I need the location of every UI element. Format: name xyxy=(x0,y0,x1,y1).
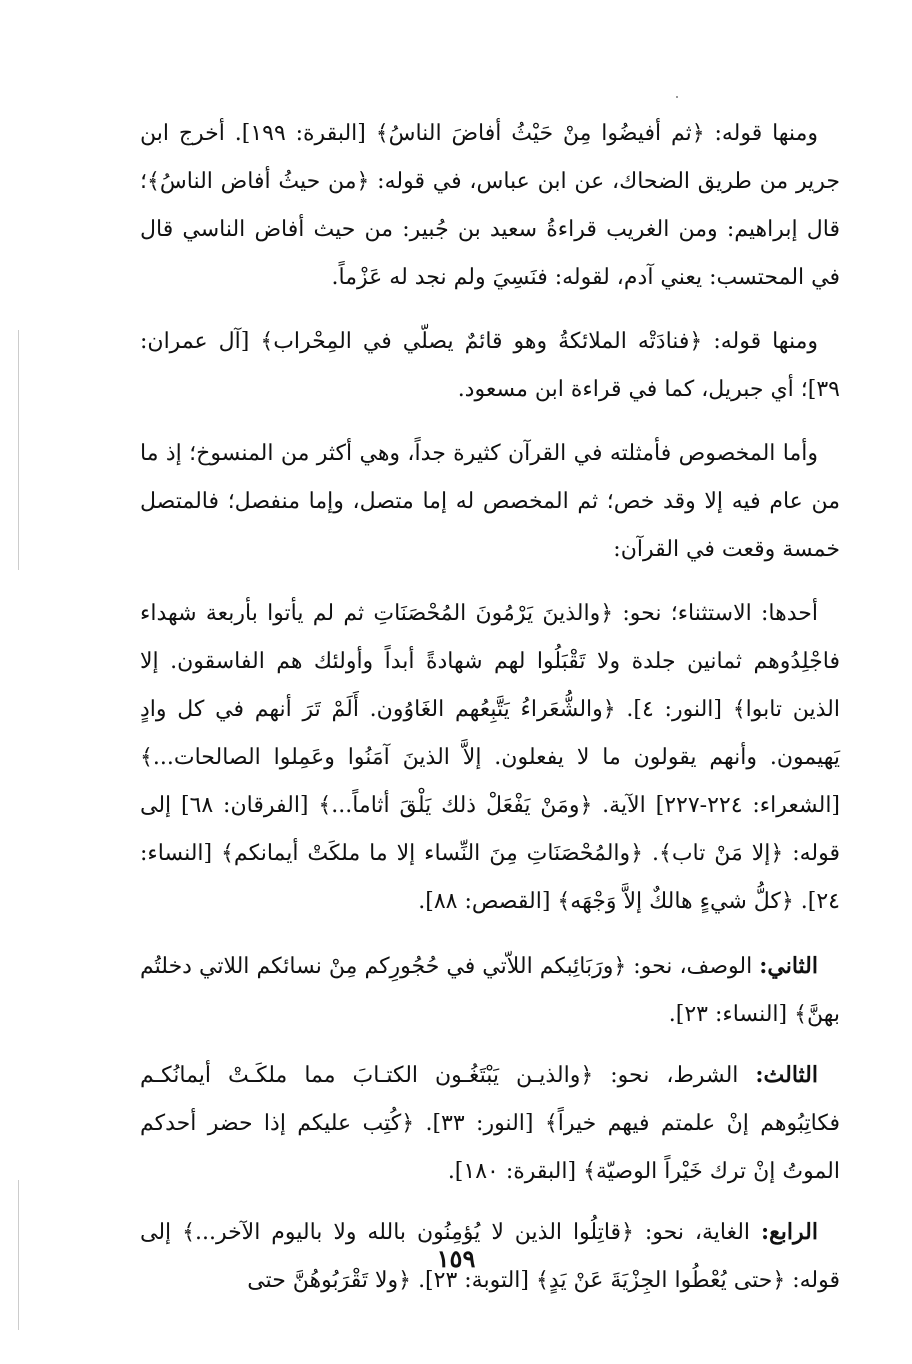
item-text-second: الوصف، نحو: ﴿ورَبَائِبكم اللاّتي في حُجُورِكم مِنْ نسائكم اللاتي دخلتُم بهنَّ﴾ [النساء: ٢٣]. xyxy=(140,954,840,1027)
item-text-fourth: الغاية، نحو: ﴿قاتِلُوا الذين لا يُؤمِنُون بالله ولا باليوم الآخر...﴾ إلى قوله: ﴿حتى يُعْطُوا الجِزْيَةَ عَنْ يَدٍ﴾ [التوبة: ٢٣]. ﴿ولا تَقْرَبُوهُنَّ حتى xyxy=(140,1220,840,1293)
item-lead-second: الثاني: xyxy=(759,953,818,979)
body-text xyxy=(140,110,840,1317)
item-text-third: الشرط، نحو: ﴿والذيـن يَبْتَغُـون الكتـابَ مما ملكَـتْ أيمانُكـم فكاتِبُوهم إنْ علمتم فيهم خيراً﴾ [النور: ٣٣]. ﴿كُتِب عليكم إذا حضر أحدكم الموتُ إنْ ترك خَيْراً الوصيّة﴾ [البقرة: ١٨٠]. xyxy=(140,1063,840,1184)
scan-speck xyxy=(676,96,678,98)
page-number: ١٥٩ xyxy=(436,1244,476,1273)
item-lead-fourth: الرابع: xyxy=(760,1219,818,1245)
paragraph-afidu: ومنها قوله: ﴿ثم أفيضُوا مِنْ حَيْثُ أفاضَ الناسُ﴾ [البقرة: ١٩٩]. أخرج ابن جرير من طريق الضحاك، عن ابن عباس، في قوله: ﴿من حيثُ أفاض الناسُ﴾؛ قال إبراهيم: ومن الغريب قراءةُ سعيد بن جُبير: من حيث أفاض الناسي قال في المحتسب: يعني آدم، لقوله: فنَسِيَ ولم نجد له عَزْماً. xyxy=(140,121,840,290)
item-lead-third: الثالث: xyxy=(755,1062,818,1088)
paragraph-istithna: أحدها: الاستثناء؛ نحو: ﴿والذينَ يَرْمُونَ المُحْصَنَاتِ ثم لم يأتوا بأربعة شهداء فاجْلِدُوهم ثمانين جلدة ولا تَقْبَلُوا لهم شهادةً أبداً وأولئك هم الفاسقون. إلا الذين تابوا﴾ [النور: ٤]. ﴿والشُّعَراءُ يَتَّبِعُهم الغَاوُون. أَلَمْ تَرَ أنهم في كل وادٍ يَهيمون. وأنهم يقولون ما لا يفعلون. إلاَّ الذينَ آمَنُوا وعَمِلوا الصالحات...﴾ [الشعراء: ٢٢٤-٢٢٧] الآية. ﴿ومَنْ يَفْعَلْ ذلك يَلْقَ أثاماً...﴾ [الفرقان: ٦٨] إلى قوله: ﴿إلا مَنْ تاب﴾. ﴿والمُحْصَنَاتِ مِنَ النِّساء إلا ما ملكَتْ أيمانكم﴾ [النساء: ٢٤]. ﴿كلُّ شيءٍ هالكٌ إلاَّ وَجْهَه﴾ [القصص: ٨٨]. xyxy=(140,601,841,914)
scan-edge-line xyxy=(18,330,19,570)
paragraph-shart xyxy=(140,1051,840,1196)
paragraph-fanadathu: ومنها قوله: ﴿فنادَتْه الملائكةُ وهو قائمٌ يصلّي في المِحْراب﴾ [آل عمران: ٣٩]؛ أي جبريل، كما في قراءة ابن مسعود. xyxy=(140,329,840,402)
paragraph-wasf xyxy=(140,942,840,1039)
paragraph-makhsus: وأما المخصوص فأمثلته في القرآن كثيرة جداً، وهي أكثر من المنسوخ؛ إذ ما من عام فيه إلا وقد خص؛ ثم المخصص له إما متصل، وإما منفصل؛ فالمتصل خمسة وقعت في القرآن: xyxy=(140,441,840,562)
